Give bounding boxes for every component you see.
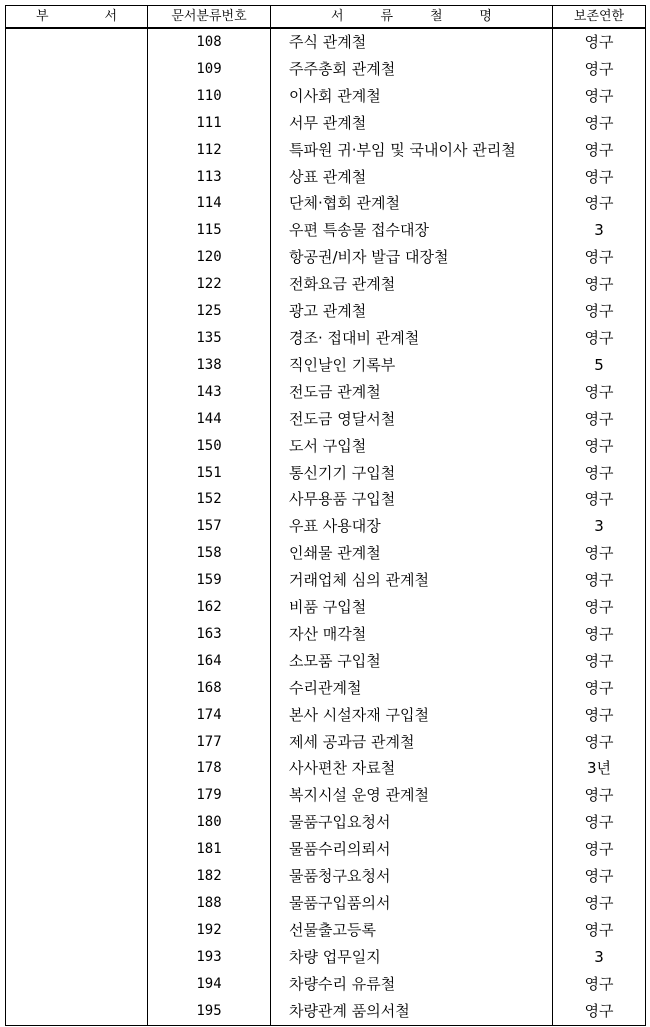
retention-cell: 영구 [553, 890, 646, 917]
retention-cell: 영구 [553, 56, 646, 83]
records-table [5, 5, 646, 1026]
department-cell [6, 217, 148, 244]
title-cell: 상표 관계철 [271, 164, 553, 191]
table-row [6, 890, 646, 917]
department-cell [6, 406, 148, 433]
department-cell [6, 702, 148, 729]
retention-cell: 영구 [553, 782, 646, 809]
retention-cell: 영구 [553, 917, 646, 944]
title-cell: 인쇄물 관계철 [271, 540, 553, 567]
retention-cell: 영구 [553, 971, 646, 998]
table-row [6, 486, 646, 513]
department-cell [6, 28, 148, 56]
retention-cell: 영구 [553, 567, 646, 594]
title-header-char: 명 [479, 9, 492, 24]
table-row [6, 190, 646, 217]
retention-cell: 3년 [553, 755, 646, 782]
department-cell [6, 379, 148, 406]
department-cell [6, 917, 148, 944]
code-cell: 110 [148, 83, 271, 110]
retention-header: 보존연한 [553, 6, 646, 29]
table-row [6, 540, 646, 567]
table-row [6, 836, 646, 863]
code-cell: 174 [148, 702, 271, 729]
title-cell: 선물출고등록 [271, 917, 553, 944]
code-cell: 114 [148, 190, 271, 217]
title-cell: 서무 관계철 [271, 110, 553, 137]
title-cell: 거래업체 심의 관계철 [271, 567, 553, 594]
title-cell: 직인날인 기록부 [271, 352, 553, 379]
table-row [6, 83, 646, 110]
retention-cell: 영구 [553, 863, 646, 890]
department-cell [6, 729, 148, 756]
department-cell [6, 271, 148, 298]
department-cell [6, 998, 148, 1025]
table-row [6, 164, 646, 191]
code-cell: 144 [148, 406, 271, 433]
retention-cell: 3 [553, 513, 646, 540]
title-cell: 도서 구입철 [271, 433, 553, 460]
code-cell: 157 [148, 513, 271, 540]
title-header-char: 류 [380, 9, 394, 24]
table-row [6, 567, 646, 594]
department-cell [6, 675, 148, 702]
title-header-char: 서 [331, 9, 344, 24]
code-cell: 159 [148, 567, 271, 594]
department-cell [6, 890, 148, 917]
table-row [6, 460, 646, 487]
code-cell: 111 [148, 110, 271, 137]
title-cell: 복지시설 운영 관계철 [271, 782, 553, 809]
code-cell: 179 [148, 782, 271, 809]
department-cell [6, 352, 148, 379]
code-cell: 115 [148, 217, 271, 244]
retention-cell: 영구 [553, 675, 646, 702]
department-cell [6, 621, 148, 648]
retention-cell: 영구 [553, 298, 646, 325]
retention-cell: 영구 [553, 110, 646, 137]
table-row [6, 325, 646, 352]
title-cell: 차량관계 품의서철 [271, 998, 553, 1025]
department-cell [6, 486, 148, 513]
title-cell: 물품구입요청서 [271, 809, 553, 836]
code-cell: 151 [148, 460, 271, 487]
code-cell: 125 [148, 298, 271, 325]
department-cell [6, 540, 148, 567]
title-cell: 광고 관계철 [271, 298, 553, 325]
retention-cell: 영구 [553, 190, 646, 217]
retention-cell: 영구 [553, 137, 646, 164]
title-header [271, 6, 553, 29]
retention-cell: 영구 [553, 836, 646, 863]
department-cell [6, 567, 148, 594]
code-cell: 182 [148, 863, 271, 890]
table-row [6, 379, 646, 406]
title-cell: 수리관계철 [271, 675, 553, 702]
retention-cell: 3 [553, 217, 646, 244]
table-row [6, 971, 646, 998]
code-cell: 168 [148, 675, 271, 702]
retention-cell: 영구 [553, 648, 646, 675]
table-row [6, 110, 646, 137]
retention-cell: 영구 [553, 325, 646, 352]
title-cell: 비품 구입철 [271, 594, 553, 621]
table-row [6, 998, 646, 1025]
code-cell: 178 [148, 755, 271, 782]
retention-cell: 영구 [553, 702, 646, 729]
code-cell: 188 [148, 890, 271, 917]
table-row [6, 298, 646, 325]
department-cell [6, 971, 148, 998]
department-cell [6, 110, 148, 137]
table-row [6, 755, 646, 782]
title-cell: 차량 업무일지 [271, 944, 553, 971]
retention-cell: 영구 [553, 594, 646, 621]
code-cell: 163 [148, 621, 271, 648]
title-header-char: 철 [429, 9, 443, 24]
table-row [6, 675, 646, 702]
retention-cell: 영구 [553, 460, 646, 487]
title-cell: 제세 공과금 관계철 [271, 729, 553, 756]
code-cell: 113 [148, 164, 271, 191]
code-cell: 143 [148, 379, 271, 406]
retention-cell: 영구 [553, 244, 646, 271]
retention-cell: 영구 [553, 998, 646, 1025]
table-row [6, 594, 646, 621]
title-cell: 물품청구요청서 [271, 863, 553, 890]
department-cell [6, 594, 148, 621]
department-cell [6, 782, 148, 809]
title-cell: 물품수리의뢰서 [271, 836, 553, 863]
title-cell: 사사편찬 자료철 [271, 755, 553, 782]
table-row [6, 137, 646, 164]
code-cell: 112 [148, 137, 271, 164]
retention-cell: 영구 [553, 433, 646, 460]
title-cell: 전도금 관계철 [271, 379, 553, 406]
department-cell [6, 298, 148, 325]
code-cell: 122 [148, 271, 271, 298]
code-cell: 162 [148, 594, 271, 621]
retention-cell: 영구 [553, 164, 646, 191]
table-row [6, 729, 646, 756]
department-cell [6, 325, 148, 352]
table-row [6, 28, 646, 56]
department-cell [6, 244, 148, 271]
table-row [6, 244, 646, 271]
retention-cell: 영구 [553, 28, 646, 56]
table-row [6, 863, 646, 890]
title-cell: 소모품 구입철 [271, 648, 553, 675]
retention-cell: 영구 [553, 271, 646, 298]
code-cell: 158 [148, 540, 271, 567]
table-row [6, 648, 646, 675]
title-cell: 전도금 영달서철 [271, 406, 553, 433]
code-cell: 120 [148, 244, 271, 271]
title-cell: 자산 매각철 [271, 621, 553, 648]
code-cell: 193 [148, 944, 271, 971]
code-cell: 108 [148, 28, 271, 56]
retention-cell: 영구 [553, 729, 646, 756]
table-row [6, 917, 646, 944]
table-row [6, 702, 646, 729]
retention-cell: 3 [553, 944, 646, 971]
code-cell: 195 [148, 998, 271, 1025]
table-row [6, 433, 646, 460]
department-cell [6, 460, 148, 487]
title-cell: 본사 시설자재 구입철 [271, 702, 553, 729]
code-cell: 164 [148, 648, 271, 675]
header-row [6, 6, 646, 29]
table-row [6, 352, 646, 379]
table-row [6, 406, 646, 433]
title-cell: 우표 사용대장 [271, 513, 553, 540]
title-cell: 물품구입품의서 [271, 890, 553, 917]
title-cell: 항공권/비자 발급 대장철 [271, 244, 553, 271]
table-row [6, 782, 646, 809]
table-row [6, 217, 646, 244]
title-cell: 전화요금 관계철 [271, 271, 553, 298]
department-cell [6, 648, 148, 675]
retention-cell: 영구 [553, 540, 646, 567]
department-cell [6, 433, 148, 460]
department-cell [6, 137, 148, 164]
retention-cell: 영구 [553, 83, 646, 110]
title-cell: 차량수리 유류철 [271, 971, 553, 998]
department-cell [6, 83, 148, 110]
retention-cell: 영구 [553, 486, 646, 513]
department-cell [6, 836, 148, 863]
department-cell [6, 56, 148, 83]
department-header-char: 서 [104, 9, 117, 24]
code-cell: 109 [148, 56, 271, 83]
table-row [6, 809, 646, 836]
title-cell: 통신기기 구입철 [271, 460, 553, 487]
retention-cell: 영구 [553, 621, 646, 648]
department-cell [6, 755, 148, 782]
department-cell [6, 944, 148, 971]
department-header [6, 6, 148, 29]
retention-cell: 영구 [553, 379, 646, 406]
title-cell: 사무용품 구입철 [271, 486, 553, 513]
table-row [6, 621, 646, 648]
code-cell: 135 [148, 325, 271, 352]
department-header-char: 부 [36, 9, 49, 24]
department-cell [6, 513, 148, 540]
table-row [6, 56, 646, 83]
retention-cell: 영구 [553, 406, 646, 433]
code-cell: 152 [148, 486, 271, 513]
department-cell [6, 164, 148, 191]
department-cell [6, 863, 148, 890]
code-cell: 138 [148, 352, 271, 379]
code-cell: 177 [148, 729, 271, 756]
title-cell: 주식 관계철 [271, 28, 553, 56]
title-cell: 우편 특송물 접수대장 [271, 217, 553, 244]
department-cell [6, 809, 148, 836]
code-cell: 194 [148, 971, 271, 998]
retention-cell: 5 [553, 352, 646, 379]
title-cell: 주주총회 관계철 [271, 56, 553, 83]
title-cell: 경조· 접대비 관계철 [271, 325, 553, 352]
code-cell: 150 [148, 433, 271, 460]
code-cell: 192 [148, 917, 271, 944]
code-cell: 180 [148, 809, 271, 836]
code-cell: 181 [148, 836, 271, 863]
table-row [6, 513, 646, 540]
department-cell [6, 190, 148, 217]
title-cell: 특파원 귀·부임 및 국내이사 관리철 [271, 137, 553, 164]
title-cell: 단체·협회 관계철 [271, 190, 553, 217]
table-row [6, 944, 646, 971]
title-cell: 이사회 관계철 [271, 83, 553, 110]
table-row [6, 271, 646, 298]
code-header: 문서분류번호 [148, 6, 271, 29]
retention-cell: 영구 [553, 809, 646, 836]
